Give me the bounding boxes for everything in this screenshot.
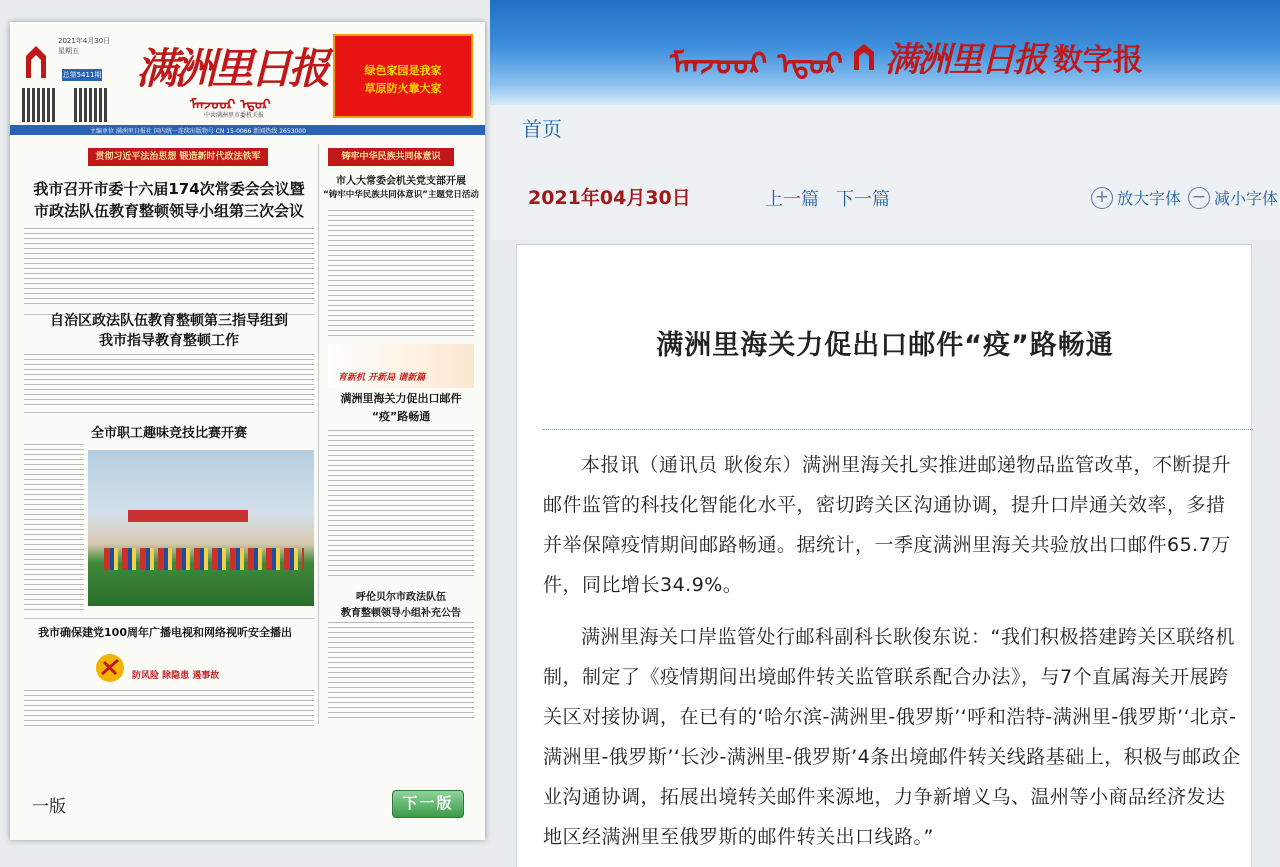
title-divider bbox=[543, 429, 1253, 430]
np-headline-r3b[interactable]: 教育整顿领导小组补充公告 bbox=[341, 608, 461, 619]
masthead-date: 2021年4月30日 bbox=[58, 37, 111, 45]
ad-line-1: 绿色家园是我家 bbox=[364, 64, 442, 77]
row-divider bbox=[24, 412, 314, 413]
masthead bbox=[10, 22, 485, 122]
promo-banner bbox=[328, 344, 474, 388]
np-body-text bbox=[24, 690, 314, 726]
article-paragraph-1: 本报讯（通讯员 耿俊东）满洲里海关扎实推进邮递物品监管改革，不断提升邮件监管的科技化智能化水平，密切跨关区沟通协调，提升口岸通关效率，多措并举保障疫情期间邮路畅通。据统计，一季度满洲里海关共验放出口邮件65.7万件，同比增长34.9%。 bbox=[543, 454, 1232, 596]
np-headline-1b[interactable]: 市政法队伍教育整顿领导小组第三次会议 bbox=[33, 202, 304, 220]
np-body-text bbox=[328, 210, 474, 336]
np-body-text bbox=[24, 354, 314, 406]
zoom-in-label: 放大字体 bbox=[1117, 189, 1182, 208]
next-article-link[interactable]: 下一篇 bbox=[836, 189, 890, 210]
np-headline-r1b[interactable]: “铸牢中华民族共同体意识”主题党日活动 bbox=[323, 190, 479, 200]
minus-icon: − bbox=[1188, 187, 1210, 209]
newspaper-page-image[interactable] bbox=[10, 22, 485, 840]
article-toolbar bbox=[490, 145, 1280, 240]
zoom-out-button[interactable] bbox=[1188, 186, 1278, 209]
page-label: 一版 bbox=[32, 797, 66, 817]
photo-banner bbox=[128, 510, 248, 522]
newspaper-logo-icon bbox=[851, 42, 877, 72]
np-headline-4[interactable]: 我市确保建党100周年广播电视和网络视听安全播出 bbox=[38, 626, 292, 639]
row-divider bbox=[24, 618, 314, 619]
photo-people bbox=[104, 548, 304, 570]
next-page-button[interactable]: 下一版 bbox=[392, 790, 464, 818]
np-body-text bbox=[328, 430, 474, 580]
np-headline-r1a[interactable]: 市人大常委会机关党支部开展 bbox=[336, 176, 466, 187]
np-headline-2b[interactable]: 我市指导教育整顿工作 bbox=[99, 333, 239, 349]
np-headline-r2b[interactable]: “疫”路畅通 bbox=[371, 410, 431, 423]
masthead-logo-icon bbox=[24, 44, 48, 80]
np-body-text bbox=[24, 444, 84, 614]
article-title: 满洲里海关力促出口邮件“疫”路畅通 bbox=[656, 330, 1114, 361]
strip-text: 主编单位 满洲里日报社 国内统一连续出版物号 CN 15-0066 新闻热线 2653000 bbox=[90, 128, 306, 135]
masthead-title: 满洲里日报 bbox=[136, 44, 327, 93]
fire-prevention-ad bbox=[333, 34, 473, 118]
zoom-in-button[interactable] bbox=[1091, 186, 1181, 209]
np-headline-3[interactable]: 全市职工趣味竞技比赛开赛 bbox=[90, 426, 247, 441]
issue-date: 2021年04月30日 bbox=[528, 187, 691, 209]
np-headline-1a[interactable]: 我市召开市委十六届174次常委会会议暨 bbox=[33, 180, 305, 198]
promo-text: 育新机 开新局 谱新篇 bbox=[338, 373, 426, 383]
party-emblem-icon bbox=[92, 650, 128, 686]
np-headline-2a[interactable]: 自治区政法队伍教育整顿第三指导组到 bbox=[50, 313, 288, 329]
safety-campaign-logo bbox=[92, 650, 242, 686]
sports-event-photo bbox=[88, 450, 314, 606]
np-body-text bbox=[24, 228, 314, 308]
qr-code-icon bbox=[74, 88, 108, 122]
brand-mongolian-text: ᠮᠠᠨᠵᠤᠤᠷ ᠡᠳᠦᠷ bbox=[670, 47, 843, 82]
masthead-issue-badge: 总第5411期 bbox=[62, 71, 102, 79]
prev-article-link[interactable]: 上一篇 bbox=[765, 189, 819, 210]
np-headline-r3a[interactable]: 呼伦贝尔市政法队伍 bbox=[356, 592, 446, 603]
nav-bar bbox=[490, 105, 1280, 145]
ad-line-2: 草原防火靠大家 bbox=[364, 82, 442, 95]
home-link[interactable]: 首页 bbox=[522, 117, 562, 141]
site-brand bbox=[670, 30, 1143, 83]
np-body-text bbox=[328, 622, 474, 722]
masthead-info-strip bbox=[10, 125, 485, 135]
safety-campaign-text: 防风险 除隐患 遏事故 bbox=[132, 671, 220, 681]
qr-code-icon bbox=[22, 88, 56, 122]
masthead-weekday: 星期五 bbox=[58, 47, 79, 55]
article-panel bbox=[516, 244, 1252, 867]
brand-name: 满洲里日报 bbox=[884, 40, 1045, 80]
np-headline-r2a[interactable]: 满洲里海关力促出口邮件 bbox=[340, 392, 462, 405]
plus-icon: + bbox=[1091, 187, 1113, 209]
section-tag-left: 贯彻习近平法治思想 锻造新时代政法铁军 bbox=[88, 148, 268, 166]
section-tag-right: 铸牢中华民族共同体意识 bbox=[328, 148, 454, 166]
zoom-out-label: 减小字体 bbox=[1214, 189, 1279, 208]
masthead-mongolian: ᠮᠠᠨᠵᠤᠤᠷ ᠡᠳᠦᠷ bbox=[190, 97, 271, 113]
article-paragraph-2: 满洲里海关口岸监管处行邮科副科长耿俊东说：“我们积极搭建跨关区联络机制，制定了《疫情期间出境邮件转关监管联系配合办法》，与7个直属海关开展跨关区对接协调，在已有的‘哈尔滨-满洲里-俄罗斯’‘呼和浩特-满洲里-俄罗斯’‘北京-满洲里-俄罗斯’‘长沙-满洲里-俄罗斯’4条出境邮件转关线路基础上，积极与邮政企业沟通协调，拓展出境转关邮件来源地，力争新增义乌、温州等小商品经济发达地区经满洲里至俄罗斯的邮件转关出口线路。” bbox=[543, 626, 1241, 848]
masthead-subtitle: 中共满洲里市委机关报 bbox=[204, 112, 265, 119]
brand-suffix: 数字报 bbox=[1052, 42, 1143, 78]
